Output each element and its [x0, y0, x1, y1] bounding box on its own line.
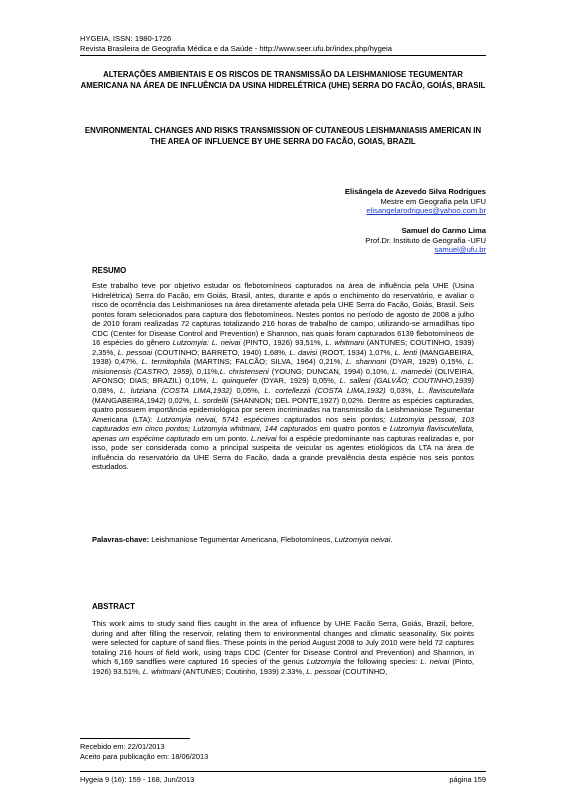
- text-run: em quatro pontos e: [317, 424, 390, 434]
- resumo-body: [92, 281, 474, 472]
- italic-text-run: L. christenseni: [219, 366, 269, 376]
- author-affiliation: Mestre em Geografia pela UFU: [380, 196, 486, 206]
- italic-text-run: Lutzomyia flaviscutellata, apenas um espécime capturado: [92, 424, 474, 443]
- abstract-body: [92, 619, 474, 676]
- italic-text-run: Lutzomyia: L. neivai: [172, 338, 241, 348]
- italic-text-run: Lutzomyia neivai, 5741 espécimes: [156, 414, 280, 424]
- italic-text-run: ; Lutzomyia pessoai, 103 capturados em cinco pontos; Lutzomyia whitmani, 144 capturados: [92, 414, 474, 434]
- author-affiliation: Prof.Dr. Instituto de Geografia -UFU: [365, 235, 486, 245]
- text-run: (MANGABEIRA,1942) 0,02%,: [92, 395, 195, 405]
- abstract-heading: ABSTRACT: [92, 602, 135, 611]
- italic-text-run: Lutzomyia: [306, 657, 341, 667]
- footnote-divider: [80, 738, 190, 739]
- text-run: 0,03%,: [385, 386, 419, 396]
- text-run: 0,05%,: [231, 386, 265, 396]
- italic-text-run: L. pessoai: [306, 666, 341, 676]
- italic-text-run: L. sallesi (GALVÃO; COUTINHO,1939): [339, 376, 474, 386]
- italic-text-run: L. mamedei: [392, 366, 432, 376]
- text-run: 0,08%,: [92, 386, 120, 396]
- italic-text-run: L. whitmani: [142, 666, 181, 676]
- text-run: (COUTINHO,: [340, 666, 388, 676]
- text-run: (Pinto, 1926) 93.51%,: [92, 657, 475, 676]
- italic-text-run: L. sordellii: [194, 395, 229, 405]
- header-divider: [80, 55, 486, 56]
- author-name: Samuel do Carmo Lima: [401, 226, 486, 235]
- title-portuguese: ALTERAÇÕES AMBIENTAIS E OS RISCOS DE TRANSMISSÃO DA LEISHMANIOSE TEGUMENTAR AMERICANA NA ÁREA DE INFLUÊNCIA DA USINA HIDRELÉTRICA (UHE) SERRA DO FACÃO, GOIÁS, BRASIL: [80, 70, 486, 90]
- keywords-end: .: [390, 535, 393, 544]
- text-run: (DYAR, 1929) 0,05%,: [257, 376, 340, 386]
- italic-text-run: L. pessoai: [117, 347, 153, 357]
- italic-text-run: L. termitophila: [141, 357, 191, 367]
- page-number: página 159: [449, 775, 486, 784]
- received-date: Recebido em: 22/01/2013: [80, 742, 165, 751]
- italic-text-run: L. shannoni: [345, 357, 387, 367]
- text-run: (PINTO, 1926) 93,51%,: [240, 338, 326, 348]
- keywords-text: Leishmaniose Tegumentar Americana, Flebotomíneos,: [149, 535, 335, 544]
- text-run: (SHANNON; DEL PONTE,1927) 0,02%. Dentre as espécies capturadas, quatro possuem importância epidemiológica por serem incriminadas na transmissão da Leishmaniose Tegumentar Americana (LTA):: [92, 395, 475, 424]
- resumo-heading: RESUMO: [92, 266, 127, 275]
- text-run: (MARTINS; FALCÃO; SILVA, 1964) 0,21%,: [190, 357, 346, 367]
- italic-text-run: L. lenti: [394, 347, 418, 357]
- italic-text-run: L. lutziana (COSTA LIMA,1932): [119, 386, 232, 396]
- italic-text-run: L. whitmani: [325, 338, 365, 348]
- text-run: capturados nos seis pontos: [279, 414, 384, 424]
- text-run: (ANTUNES; COUTINHO, 1939) 2,35%,: [92, 338, 474, 357]
- text-run: (YOUNG; DUNCAN, 1994) 0,10%,: [268, 366, 392, 376]
- text-run: em um ponto.: [199, 433, 251, 443]
- text-run: foi a espécie predominante nas capturas realizadas e, por isso, pode ser considerada como a principal suspeita de veicular os agentes etiológicos da LTA na área de influência do reservatório da UHE Serra do Facão, dada a grande prevalência desta espécie nos seis pontos estudados.: [92, 433, 474, 472]
- text-run: the following species:: [340, 657, 421, 667]
- italic-text-run: L. quinquefer: [212, 376, 258, 386]
- accepted-date: Aceito para publicação em: 18/06/2013: [80, 751, 209, 761]
- text-run: 0,11%,: [194, 366, 220, 376]
- author-name: Elisângela de Azevedo Silva Rodrigues: [344, 187, 486, 196]
- text-run: (COUTINHO; BARRETO, 1940) 1,68%,: [152, 347, 290, 357]
- italic-text-run: L. neivai: [420, 657, 450, 667]
- journal-issn: HYGEIA, ISSN: 1980-1726: [80, 34, 172, 43]
- text-run: (ANTUNES; Coutinho, 1939) 2.33%,: [180, 666, 307, 676]
- journal-subtitle: Revista Brasileira de Geografia Médica e da Saúde - http://www.seer.ufu.br/index.php/hygeia: [80, 44, 392, 53]
- author-block-2: [365, 226, 486, 255]
- author-email-link[interactable]: elisangelarodrigues@yahoo.com.br: [366, 206, 486, 216]
- footer-divider: [80, 771, 486, 772]
- author-block-1: [345, 187, 486, 216]
- title-english: ENVIRONMENTAL CHANGES AND RISKS TRANSMISSION OF CUTANEOUS LEISHMANIASIS AMERICAN IN THE AREA OF INFLUENCE BY UHE SERRA DO FACÃO, GOIAS, BRAZIL: [84, 126, 482, 146]
- text-run: This work aims to study sand flies caught in the area of influence by UHE Facão Serra, Goiás, Brazil, before, during and after filling the reservoir, relating them to environmental changes and climatic seasonality. Six points were selected for capture of sand flies. These points in the period August 2008 to July 2010 were held 72 captures totaling 216 hours of field work, using traps CDC (Center for Disease Control and Prevention) and Shannon, in which 6,169 sandflies were captured 16 species of the genus: [92, 619, 474, 667]
- italic-text-run: L. cortellezzii (COSTA LIMA,1932): [264, 386, 386, 396]
- footnotes: [80, 742, 208, 761]
- text-run: (ROOT, 1934) 1,07%,: [317, 347, 395, 357]
- keywords-italic: Lutzomyia neivai: [334, 535, 391, 544]
- italic-text-run: L. misionensis (CASTRO, 1959),: [92, 357, 474, 376]
- keywords-label: Palavras-chave:: [92, 535, 150, 544]
- footer-citation: Hygeia 9 (16): 159 - 168, Jun/2013: [80, 775, 195, 784]
- italic-text-run: L. davisi: [289, 347, 318, 357]
- text-run: (OLIVEIRA, AFONSO; DIAS; BRAZIL) 0,10%,: [92, 366, 475, 386]
- italic-text-run: L. flaviscutellata: [418, 386, 474, 396]
- italic-text-run: L.neivai: [250, 433, 277, 443]
- text-run: Este trabalho teve por objetivo estudar os flebotomíneos capturados na área de influência pela UHE (Usina Hidrelétrica) Serra do Facão, em Goiás, Brasil, antes, durante e após o enchimento do reservatório, e avaliar o risco de ocorrência das Leishmanioses na área diretamente afetada pela UHE Serra do Facão, Goiás, Brasil. Seis pontos foram selecionados para captura dos flebotomíneos. Nestes pontos no período de agosto de 2008 a julho de 2010 foram realizadas 72 capturas totalizando 216 horas de trabalho de campo, utilizando-se armadilhas tipo CDC (Center for Disease Control and Prevention) e Shannon, nas quais foram capturados 6139 flebotomíneos de 16 espécies do gênero: [92, 281, 474, 348]
- author-email-link[interactable]: samuel@ufu.br: [434, 245, 486, 255]
- keywords-paragraph: [92, 535, 474, 545]
- text-run: (MANGABEIRA, 1938) 0,47%,: [92, 347, 474, 367]
- running-header: [80, 34, 392, 54]
- text-run: (DYAR, 1929) 0,15%,: [386, 357, 468, 367]
